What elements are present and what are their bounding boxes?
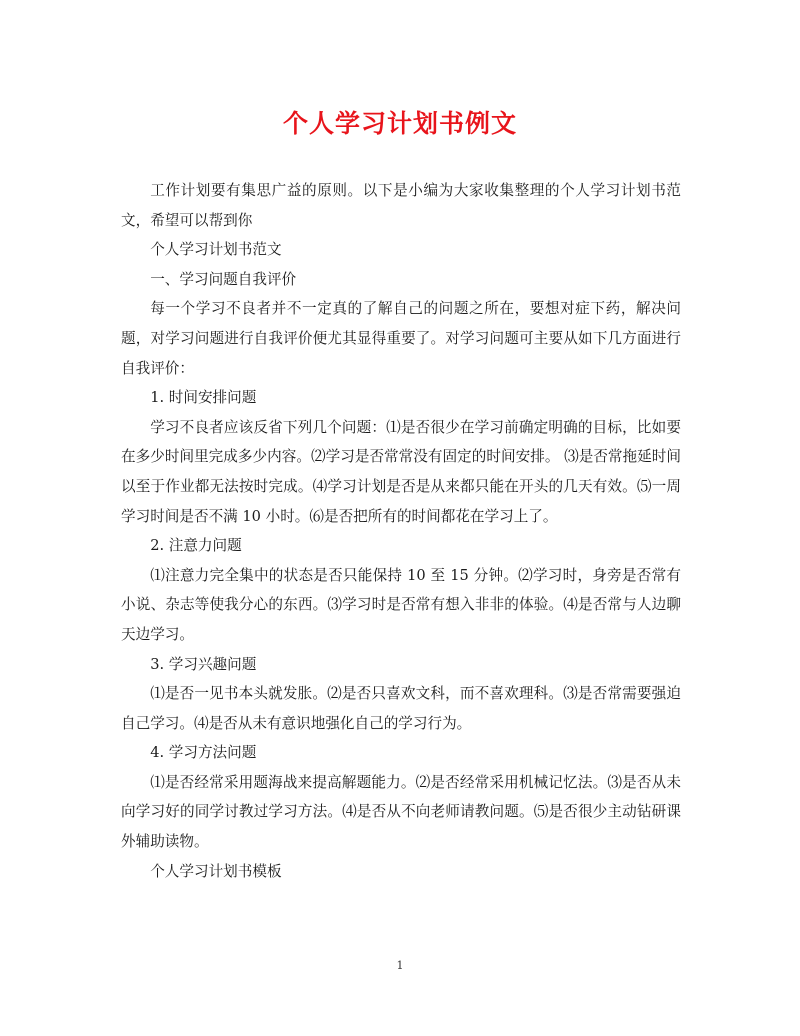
document-body xyxy=(121,176,681,886)
section-heading: 一、学习问题自我评价 xyxy=(150,270,297,288)
subsection-heading: 4. 学习方法问题 xyxy=(150,744,257,762)
subsection-heading: 3. 学习兴趣问题 xyxy=(150,655,257,673)
paragraph-body: 每一个学习不良者并不一定真的了解自己的问题之所在，要想对症下药，解决问题，对学习问题进行自我评价便尤其显得重要了。对学习问题可主要从如下几方面进行自我评价： xyxy=(121,300,681,377)
paragraph-intro: 工作计划要有集思广益的原则。以下是小编为大家收集整理的个人学习计划书范文，希望可以帮到你 xyxy=(121,182,681,229)
paragraph-body: ⑴是否一见书本头就发胀。⑵是否只喜欢文科，而不喜欢理科。⑶是否常需要强迫自己学习。⑷是否从未有意识地强化自己的学习行为。 xyxy=(121,685,681,732)
paragraph-body: ⑴注意力完全集中的状态是否只能保持 10 至 15 分钟。⑵学习时，身旁是否常有小说、杂志等使我分心的东西。⑶学习时是否常有想入非非的体验。⑷是否常与人边聊天边学习。 xyxy=(121,566,681,643)
paragraph-heading: 个人学习计划书模板 xyxy=(150,862,282,880)
document-title: 个人学习计划书例文 xyxy=(282,109,517,138)
subsection-heading: 1. 时间安排问题 xyxy=(150,389,257,407)
paragraph-heading: 个人学习计划书范文 xyxy=(150,241,282,259)
paragraph-body: 学习不良者应该反省下列几个问题：⑴是否很少在学习前确定明确的目标，比如要在多少时间里完成多少内容。⑵学习是否常常没有固定的时间安排。 ⑶是否常拖延时间以至于作业都无法按时完成。⑷学习计划是否是从来都只能在开头的几天有效。⑸一周学习时间是否不满 10 小时。⑹是否把所有的时间都花在学习上了。 xyxy=(121,418,681,525)
subsection-heading: 2. 注意力问题 xyxy=(150,537,242,555)
paragraph-body: ⑴是否经常采用题海战来提高解题能力。⑵是否经常采用机械记忆法。⑶是否从未向学习好的同学讨教过学习方法。⑷是否从不向老师请教问题。⑸是否很少主动钻研课外辅助读物。 xyxy=(121,773,681,851)
page-number: 1 xyxy=(396,959,404,972)
